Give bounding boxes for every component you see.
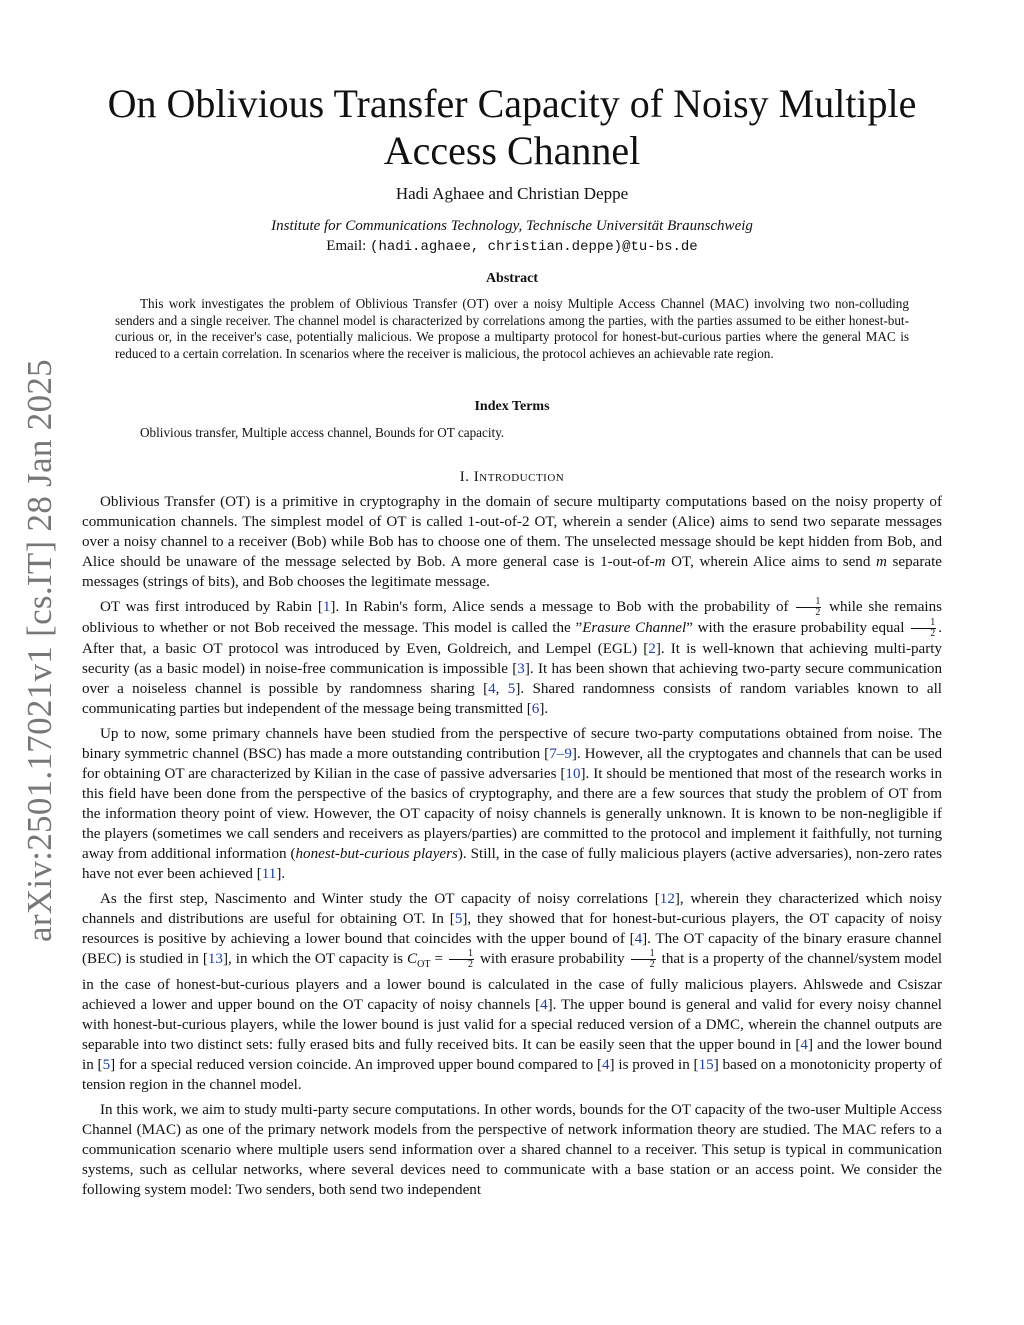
index-terms: Oblivious transfer, Multiple access channel, Bounds for OT capacity. — [140, 425, 505, 440]
text-run: As the first step, Nascimento and Winter study the OT capacity of noisy correlations [ — [100, 891, 660, 908]
citation-link[interactable]: 2 — [648, 641, 656, 658]
citation-link[interactable]: 4 — [488, 681, 496, 698]
text-run: ]. It has been shown that achieving two-party secure communication over a noiseless channel is possible by randomness sharing [ — [82, 661, 942, 698]
text-run: ] and the lower bound in [ — [82, 1037, 942, 1074]
text-run: Oblivious Transfer (OT) is a primitive in cryptography in the domain of secure multiparty computations based on the noisy property of communication channels. The simplest model of OT is called 1-out-of-2 OT, wherein a sender (Alice) aims to send two separate messages over a noisy channel to a receiver (Bob) while Bob has to choose one of them. The unselected message should be kept hidden from Bob, and Alice should be unaware of the message selected by Bob. A more general case is 1-out-of- — [82, 494, 942, 570]
emphasis-text: honest-but-curious players — [295, 846, 458, 863]
fraction-denominator: 2 — [468, 959, 473, 971]
paper-title: On Oblivious Transfer Capacity of Noisy Multiple Access Channel — [107, 81, 917, 173]
paragraph-1 — [82, 492, 942, 592]
abstract-text: This work investigates the problem of Oblivious Transfer (OT) over a noisy Multiple Access Channel (MAC) involving two non-colluding senders and a single receiver. The channel model is characterized by correlations among the parties, with the parties assumed to be either honest-but-curious or, in the receiver's case, potentially malicious. We propose a multiparty protocol for honest-but-curious parties where the general MAC is reduced to a certain correlation. In scenarios where the receiver is malicious, the protocol achieves an achievable rate region. — [115, 296, 909, 361]
text-run: ], in which the OT capacity is — [222, 951, 408, 968]
text-run: while she remains oblivious to whether or not Bob received the message. This model is called the ” — [82, 599, 943, 637]
introduction-body — [82, 492, 942, 1205]
math-c: C — [407, 951, 418, 968]
citation-link[interactable]: 4 — [634, 931, 643, 948]
affiliation: Institute for Communications Technology, Technische Universität Braunschweig — [271, 218, 753, 234]
citation-link[interactable]: 5 — [507, 681, 516, 698]
email-address: (hadi.aghaee, christian.deppe)@tu-bs.de — [370, 239, 698, 255]
paragraph-3 — [82, 724, 942, 884]
emphasis-text: Erasure Channel — [582, 620, 687, 637]
text-run: with erasure probability — [476, 951, 629, 968]
math-m: m — [654, 554, 666, 570]
citation-link[interactable]: 13 — [207, 951, 223, 968]
text-run: ). Still, in the case of fully malicious players (active adversaries), non-zero rates have not ever been achieved [ — [82, 846, 942, 883]
fraction-half — [911, 618, 936, 639]
fraction-half — [796, 597, 821, 618]
citation-link[interactable]: 7–9 — [549, 746, 572, 763]
citation-link[interactable]: 5 — [102, 1057, 111, 1074]
citation-link[interactable]: 10 — [565, 766, 581, 783]
fraction-half — [631, 949, 656, 970]
text-run: ] is proved in [ — [609, 1057, 699, 1074]
arxiv-identifier: arXiv:2501.17021v1 [cs.IT] 28 Jan 2025 — [20, 359, 59, 942]
fraction-denominator: 2 — [649, 959, 655, 971]
text-run: that is a property of the channel/system model in the case of honest-but-curious players and a lower bound is calculated in the case of fully malicious players. Ahlswede and Csiszar achieved a lower and upper bound on the OT capacity of noisy channels [ — [82, 951, 943, 1014]
text-run: ]. In Rabin's form, Alice sends a message to Bob with the probability of — [330, 599, 795, 615]
fraction-half — [449, 949, 474, 970]
email-label: Email: — [326, 238, 367, 254]
citation-link[interactable]: 1 — [322, 599, 331, 615]
text-run: ] for a special reduced version coincide. An improved upper bound compared to [ — [110, 1057, 602, 1074]
math-capacity — [407, 948, 476, 971]
text-run: ]. However, all the cryptogates and channels that can be used for obtaining OT are characterized by Kilian in the case of passive adversaries [ — [82, 746, 942, 783]
paragraph-5: In this work, we aim to study multi-party secure computations. In other words, bounds for the OT capacity of the two-user Multiple Access Channel (MAC) as one of the primary network models from the perspective of network information theory are studied. The MAC refers to a communication scenario where multiple users send information over a shared channel to a receiver. This setup is typical in communication systems, such as cellular networks, where several devices need to communicate with a base station or an access point. We consider the following system model: Two senders, both send two independent — [82, 1102, 942, 1199]
citation-link[interactable]: 4 — [540, 997, 548, 1014]
text-run: ]. — [276, 866, 286, 883]
fraction-numerator: 1 — [631, 949, 656, 960]
citation-link[interactable]: 11 — [261, 866, 277, 883]
fraction-numerator: 1 — [911, 618, 936, 629]
text-run: ” with the erasure probability equal — [686, 620, 910, 637]
text-run: ]. Shared randomness consists of random variables known to all communicating parties but independent of the message being transmitted [ — [82, 681, 942, 718]
paragraph-4 — [82, 889, 942, 1095]
text-run: ]. It should be mentioned that most of the research works in this field have been done from the perspective of the basics of cryptography, and there are a few sources that study the problem of OT from the information theory point of view. However, the OT capacity of noisy channels is generally unknown. It is known to be non-negligible if the players (sometimes we call senders and receivers as players/parties) are committed to the protocol and implement it faithfully, not turning away from additional information ( — [82, 766, 942, 863]
text-run: ] based on a monotonicity property of tension region in the channel model. — [82, 1057, 943, 1094]
citation-link[interactable]: 3 — [517, 661, 525, 678]
text-run: ]. — [539, 701, 549, 718]
fraction-denominator: 2 — [930, 628, 936, 640]
math-subscript: OT — [417, 959, 431, 971]
text-run: OT was first introduced by Rabin [ — [100, 599, 323, 615]
citation-link[interactable]: 6 — [531, 701, 540, 718]
email-line — [0, 238, 1024, 255]
text-run: . After that, a basic OT protocol was introduced by Even, Goldreich, and Lempel (EGL) [ — [82, 620, 942, 658]
abstract-heading: Abstract — [485, 271, 539, 286]
text-run: ], wherein they characterized which noisy channels and distributions are useful for obtaining OT. In [ — [82, 891, 942, 928]
citation-link[interactable]: 15 — [698, 1057, 714, 1074]
citation-link[interactable]: 4 — [601, 1057, 610, 1074]
citation-link[interactable]: 5 — [454, 911, 463, 928]
fraction-numerator: 1 — [796, 597, 821, 608]
fraction-denominator: 2 — [815, 607, 821, 619]
index-terms-heading: Index Terms — [474, 399, 550, 414]
text-run: Up to now, some primary channels have been studied from the perspective of secure two-party computations obtained from noise. The binary symmetric channel (BSC) has made a more outstanding contribution [ — [82, 726, 942, 763]
text-run: , — [495, 681, 508, 698]
text-run: ]. The OT capacity of the binary erasure channel (BEC) is studied in [ — [82, 931, 942, 968]
citation-link[interactable]: 12 — [659, 891, 675, 908]
citation-link[interactable]: 4 — [800, 1037, 808, 1054]
section-heading-introduction: I. Introduction — [459, 469, 565, 485]
text-run: separate messages (strings of bits), and Bob chooses the legitimate message. — [82, 554, 942, 590]
text-run: ]. It is well-known that achieving multi-party security (as a basic model) in noise-free communication is impossible [ — [82, 641, 942, 678]
paragraph-2 — [82, 597, 942, 719]
text-run: OT, wherein Alice aims to send — [665, 554, 877, 570]
text-run: ]. The upper bound is general and valid for every noisy channel with honest-but-curious players, while the lower bound is just valid for a special reduced version of a DMC, wherein the channel outputs are separable into two distinct sets: fully erased bits and fully received bits. It can be easily seen that the upper bound in [ — [82, 997, 942, 1054]
math-equals: = — [430, 951, 447, 968]
text-run: ], they showed that for honest-but-curious players, the OT capacity of noisy resources is positive by achieving a lower bound that coincides with the upper bound of [ — [82, 911, 942, 948]
authors: Hadi Aghaee and Christian Deppe — [395, 184, 629, 203]
fraction-numerator: 1 — [449, 949, 474, 960]
math-m: m — [876, 554, 887, 570]
